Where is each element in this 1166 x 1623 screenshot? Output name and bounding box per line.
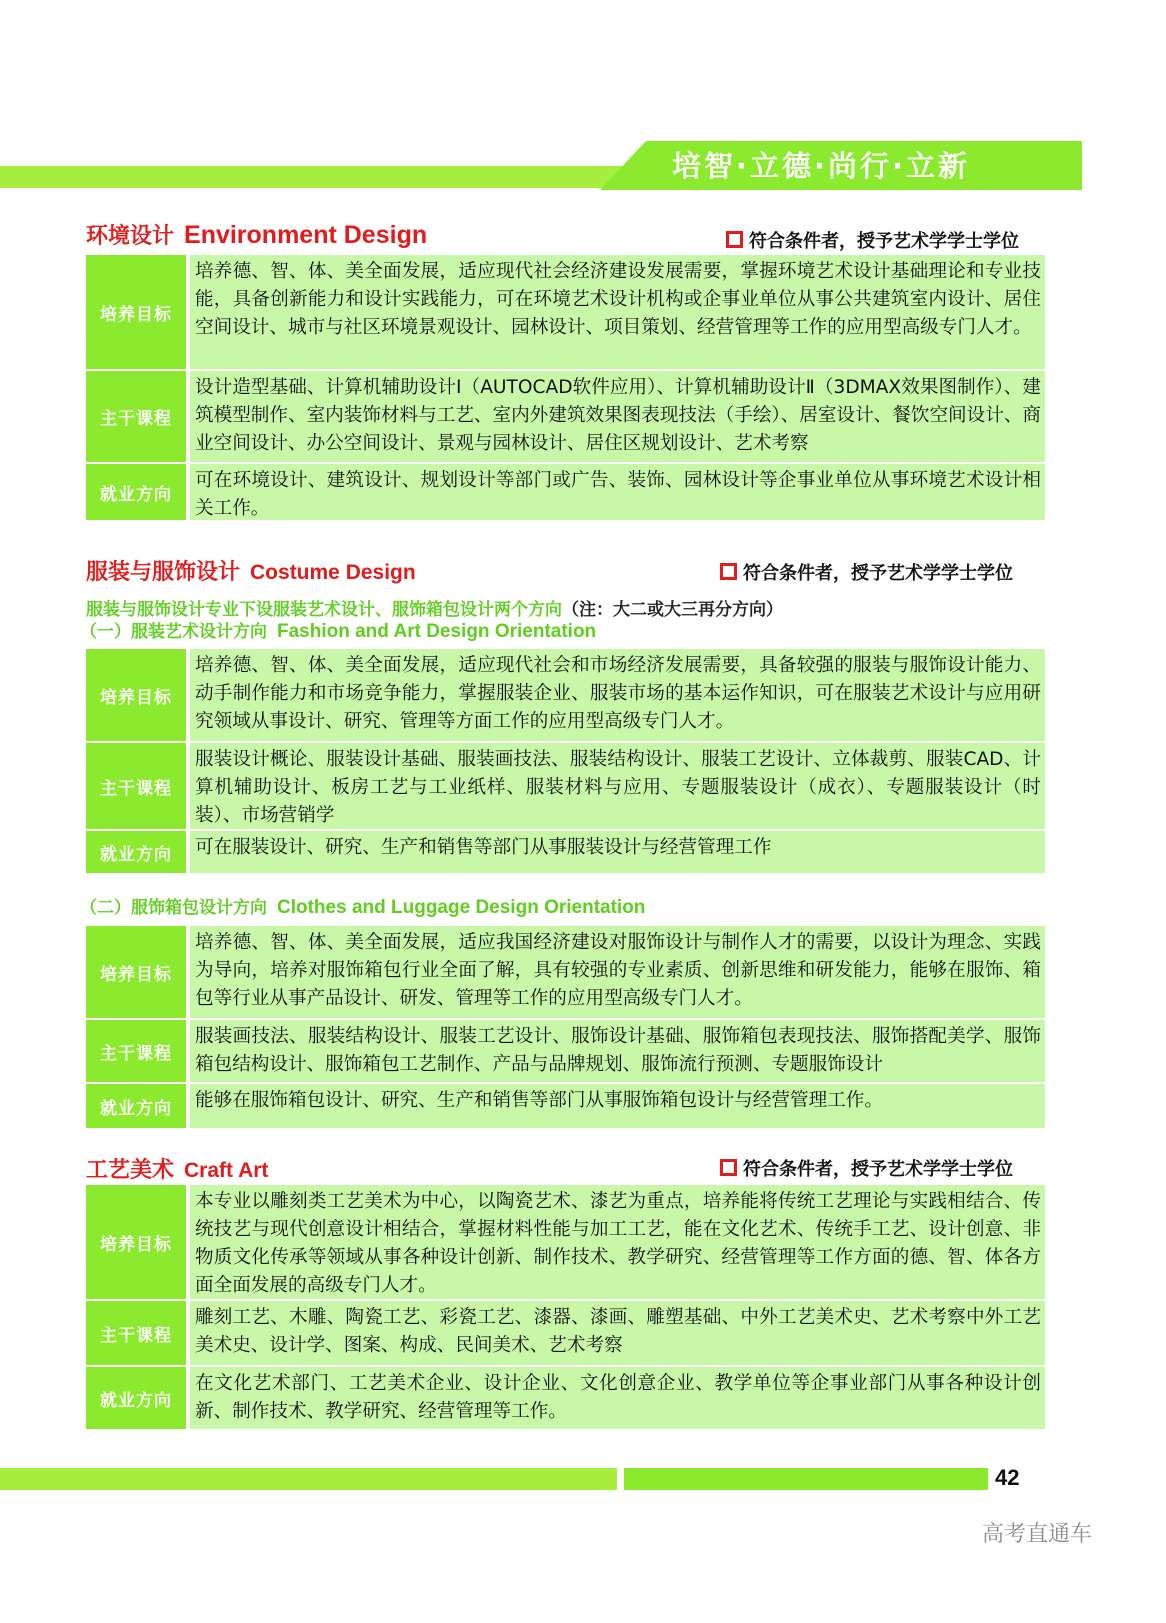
row-text: 能够在服饰箱包设计、研究、生产和销售等部门从事服饰箱包设计与经营管理工作。 (188, 1084, 1045, 1128)
square-bullet-icon (720, 1159, 737, 1176)
row-label: 培养目标 (86, 926, 186, 1018)
row-text: 服装设计概论、服装设计基础、服装画技法、服装结构设计、服装工艺设计、立体裁剪、服装CAD、计算机辅助设计、板房工艺与工业纸样、服装材料与应用、专题服装设计（成衣）、专题服装设计（时装）、市场营销学 (188, 743, 1045, 829)
row-text: 可在环境设计、建筑设计、规划设计等部门或广告、装饰、园林设计等企事业单位从事环境艺术设计相关工作。 (188, 464, 1045, 520)
row-label: 主干课程 (86, 743, 186, 829)
row-label: 就业方向 (86, 1367, 186, 1429)
section-title-cn: 工艺美术 (86, 1158, 175, 1183)
section-title-cn: 服装与服饰设计 (86, 560, 241, 585)
row-label: 主干课程 (86, 1020, 186, 1082)
header-motto: 培智·立德·尚行·立新 (672, 149, 971, 183)
section-title-en: Craft Art (184, 1159, 269, 1182)
table-luggage (86, 926, 1045, 1128)
table-row-career (86, 831, 1045, 873)
page-number: 42 (995, 1465, 1020, 1490)
table-craft (86, 1185, 1045, 1429)
row-text: 可在服装设计、研究、生产和销售等部门从事服装设计与经营管理工作 (188, 831, 1045, 873)
section-title-costume (86, 555, 416, 586)
table-row-goal (86, 649, 1045, 743)
table-row-courses (86, 1301, 1045, 1367)
row-text: 服装画技法、服装结构设计、服装工艺设计、服饰设计基础、服饰箱包表现技法、服饰搭配美学、服饰箱包结构设计、服饰箱包工艺制作、产品与品牌规划、服饰流行预测、专题服饰设计 (188, 1020, 1045, 1082)
watermark: 高考直通车 (982, 1522, 1093, 1547)
costume-intro: 服装与服饰设计专业下设服装艺术设计、服饰箱包设计两个方向（注：大二或大三再分方向） (86, 600, 783, 620)
table-row-courses (86, 743, 1045, 831)
table-row-courses (86, 1020, 1045, 1084)
footer-stripe-right (624, 1468, 988, 1490)
square-bullet-icon (720, 563, 737, 580)
row-label: 培养目标 (86, 255, 186, 369)
section-title-craft (86, 1153, 268, 1184)
section-title-en: Costume Design (250, 561, 416, 584)
table-row-goal (86, 1185, 1045, 1301)
row-label: 就业方向 (86, 831, 186, 873)
table-row-goal (86, 255, 1045, 371)
row-label: 培养目标 (86, 649, 186, 741)
section-title-environment (86, 219, 427, 250)
table-environment (86, 255, 1045, 520)
table-row-goal (86, 926, 1045, 1020)
header-stripe (0, 166, 640, 188)
row-text: 本专业以雕刻类工艺美术为中心，以陶瓷艺术、漆艺为重点，培养能将传统工艺理论与实践相结合、传统技艺与现代创意设计相结合，掌握材料性能与加工工艺，能在文化艺术、传统手工艺、设计创意、非物质文化传承等领域从事各种设计创新、制作技术、教学研究、经营管理等工作方面的德、智、体各方面全面发展的高级专门人才。 (188, 1185, 1045, 1299)
subheading-luggage: （二）服饰箱包设计方向 Clothes and Luggage Design Orientation (80, 897, 646, 918)
table-row-career (86, 464, 1045, 520)
degree-note: 符合条件者，授予艺术学学士学位 (720, 559, 1013, 585)
row-text: 设计造型基础、计算机辅助设计Ⅰ（AUTOCAD软件应用）、计算机辅助设计Ⅱ（3DMAX效果图制作）、建筑模型制作、室内装饰材料与工艺、室内外建筑效果图表现技法（手绘）、居室设计、餐饮空间设计、商业空间设计、办公空间设计、景观与园林设计、居住区规划设计、艺术考察 (188, 371, 1045, 462)
square-bullet-icon (726, 231, 743, 248)
row-text: 培养德、智、体、美全面发展，适应我国经济建设对服饰设计与制作人才的需要，以设计为理念、实践为导向，培养对服饰箱包行业全面了解，具有较强的专业素质、创新思维和研发能力，能够在服饰、箱包等行业从事产品设计、研发、管理等工作的应用型高级专门人才。 (188, 926, 1045, 1018)
section-title-cn: 环境设计 (86, 224, 175, 249)
table-row-career (86, 1084, 1045, 1128)
row-text: 雕刻工艺、木雕、陶瓷工艺、彩瓷工艺、漆器、漆画、雕塑基础、中外工艺美术史、艺术考察中外工艺美术史、设计学、图案、构成、民间美术、艺术考察 (188, 1301, 1045, 1365)
row-label: 主干课程 (86, 1301, 186, 1365)
footer-stripe-left (0, 1468, 617, 1490)
table-row-career (86, 1367, 1045, 1429)
row-label: 主干课程 (86, 371, 186, 462)
table-fashion (86, 649, 1045, 873)
row-label: 就业方向 (86, 464, 186, 520)
section-title-en: Environment Design (184, 221, 428, 249)
row-label: 就业方向 (86, 1084, 186, 1128)
row-text: 在文化艺术部门、工艺美术企业、设计企业、文化创意企业、教学单位等企事业部门从事各种设计创新、制作技术、教学研究、经营管理等工作。 (188, 1367, 1045, 1429)
subheading-fashion: （一）服装艺术设计方向 Fashion and Art Design Orientation (80, 621, 597, 642)
degree-note: 符合条件者，授予艺术学学士学位 (726, 227, 1019, 253)
row-text: 培养德、智、体、美全面发展，适应现代社会经济建设发展需要，掌握环境艺术设计基础理论和专业技能，具备创新能力和设计实践能力，可在环境艺术设计机构或企事业单位从事公共建筑室内设计、居住空间设计、城市与社区环境景观设计、园林设计、项目策划、经营管理等工作的应用型高级专门人才。 (188, 255, 1045, 369)
table-row-courses (86, 371, 1045, 464)
degree-note: 符合条件者，授予艺术学学士学位 (720, 1155, 1013, 1181)
row-text: 培养德、智、体、美全面发展，适应现代社会和市场经济发展需要，具备较强的服装与服饰设计能力、动手制作能力和市场竞争能力，掌握服装企业、服装市场的基本运作知识，可在服装艺术设计与应用研究领域从事设计、研究、管理等方面工作的应用型高级专门人才。 (188, 649, 1045, 741)
row-label: 培养目标 (86, 1185, 186, 1299)
